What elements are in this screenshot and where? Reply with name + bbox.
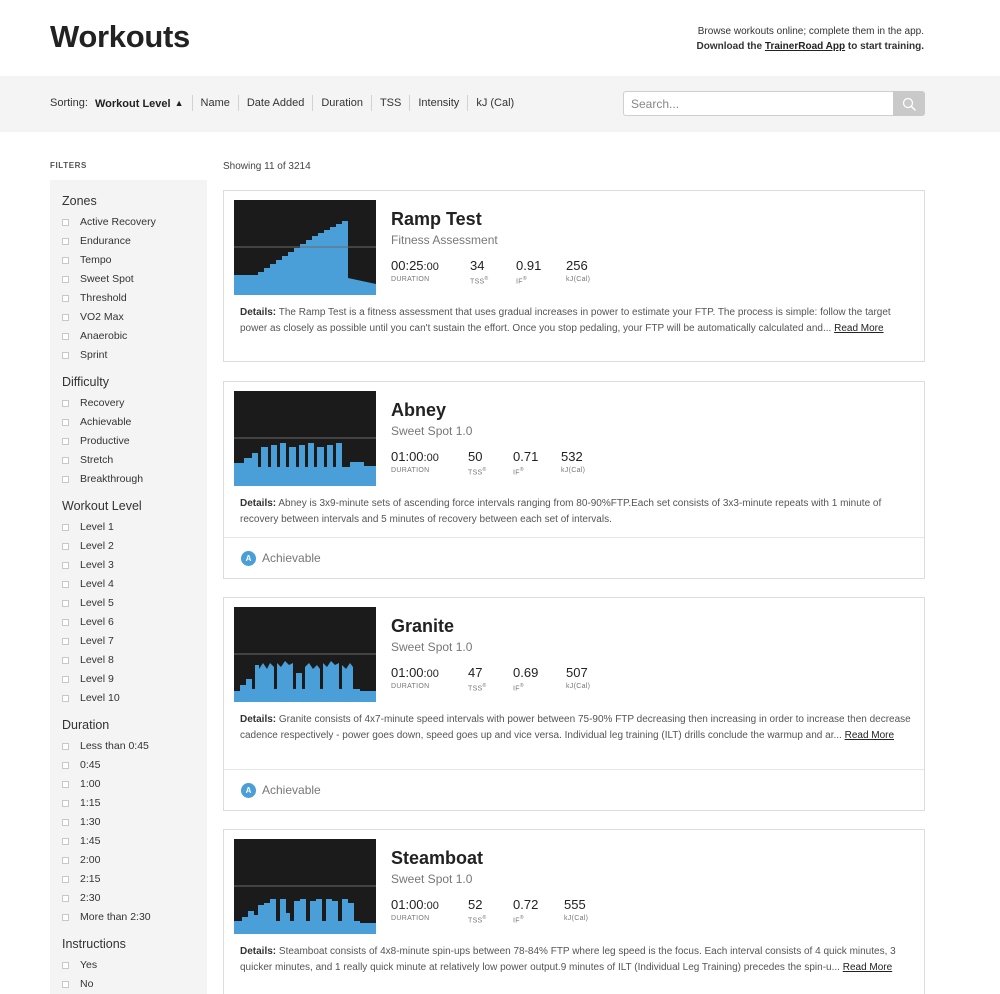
filter-checkbox[interactable] <box>62 978 93 990</box>
duration-value: 01:00 <box>391 665 424 680</box>
sort-workout-level[interactable] <box>95 95 192 112</box>
workout-details <box>240 712 914 744</box>
stat-if <box>516 258 541 285</box>
stat-label: DURATION <box>391 467 430 474</box>
workout-name[interactable]: Abney <box>391 400 447 420</box>
stat-label <box>470 276 489 285</box>
filter-checkbox[interactable] <box>62 654 114 666</box>
abney-profile <box>234 391 376 486</box>
workout-category: Sweet Spot 1.0 <box>391 640 473 654</box>
workout-card[interactable] <box>223 829 925 994</box>
filter-label: 1:15 <box>80 797 101 809</box>
results-count: Showing 11 of 3214 <box>223 161 311 172</box>
filter-group-zones: Zones <box>62 194 97 208</box>
filter-checkbox[interactable] <box>62 292 127 304</box>
stat-kj <box>561 449 585 474</box>
stat-kj <box>566 665 590 690</box>
difficulty-label: Achievable <box>262 783 321 797</box>
stat-label-text: IF <box>516 278 523 286</box>
details-label: Details: <box>240 307 277 318</box>
read-more-link[interactable]: Read More <box>844 730 895 741</box>
stat-if <box>513 449 538 476</box>
duration-value: 01:00 <box>391 449 424 464</box>
search-icon <box>902 97 916 111</box>
trainerroad-app-link[interactable]: TrainerRoad App <box>764 41 846 52</box>
duration-seconds: :00 <box>423 668 439 680</box>
filter-checkbox[interactable] <box>62 416 131 428</box>
checkbox[interactable] <box>62 438 69 445</box>
checkbox[interactable] <box>62 333 69 340</box>
filter-label: Level 3 <box>80 559 114 571</box>
checkbox[interactable] <box>62 695 69 702</box>
filter-checkbox[interactable] <box>62 616 114 628</box>
filter-group-difficulty: Difficulty <box>62 375 110 389</box>
filter-checkbox[interactable] <box>62 835 100 847</box>
stat-value: 532 <box>561 449 583 464</box>
workout-profile-graph <box>234 607 376 702</box>
stat-value <box>391 449 439 464</box>
workout-details <box>240 944 914 976</box>
steamboat-profile <box>234 839 376 934</box>
checkbox[interactable] <box>62 800 69 807</box>
filter-group-workout-level: Workout Level <box>62 499 142 513</box>
filter-label: Anaerobic <box>80 330 128 342</box>
filter-checkbox[interactable] <box>62 273 134 285</box>
filter-label: Level 6 <box>80 616 114 628</box>
sorting-label: Sorting: <box>50 97 88 109</box>
registered-mark: ® <box>519 467 524 473</box>
workout-card[interactable] <box>223 381 925 579</box>
filter-label: Threshold <box>80 292 127 304</box>
stat-value <box>391 258 439 273</box>
ramp-profile <box>234 200 376 295</box>
stat-label: kJ(Cal) <box>564 915 589 922</box>
filter-checkbox[interactable] <box>62 816 100 828</box>
filter-label: Level 1 <box>80 521 114 533</box>
checkbox[interactable] <box>62 962 69 969</box>
sort-name[interactable]: Name <box>192 95 238 111</box>
read-more-link[interactable]: Read More <box>834 323 884 334</box>
stat-label-text: IF <box>513 917 520 925</box>
filter-checkbox[interactable] <box>62 397 124 409</box>
details-text: Abney is 3x9-minute sets of ascending force intervals ranging from 80-90%FTP.Each set consists of 3x3-minute repeats with 1 minute of recovery between intervals and 5 minutes of recovery between each set of intervals. <box>240 498 882 525</box>
checkbox[interactable] <box>62 295 69 302</box>
app-promo <box>697 24 924 54</box>
granite-profile <box>234 607 376 702</box>
checkbox[interactable] <box>62 219 69 226</box>
checkbox[interactable] <box>62 781 69 788</box>
filter-checkbox[interactable] <box>62 797 100 809</box>
stat-value: 555 <box>564 897 586 912</box>
filter-checkbox[interactable] <box>62 311 124 323</box>
stat-label-text: IF <box>513 685 520 693</box>
filter-label: Sweet Spot <box>80 273 134 285</box>
stat-label <box>513 467 538 476</box>
sort-duration[interactable]: Duration <box>312 95 371 111</box>
registered-mark: ® <box>482 915 487 921</box>
stat-duration <box>391 665 439 690</box>
workout-profile-graph <box>234 391 376 486</box>
filter-label: Level 5 <box>80 597 114 609</box>
filter-checkbox[interactable] <box>62 454 113 466</box>
filter-label: Productive <box>80 435 130 447</box>
stat-value: 0.72 <box>513 897 539 912</box>
checkbox[interactable] <box>62 762 69 769</box>
filter-group-duration: Duration <box>62 718 110 732</box>
sort-options <box>95 95 522 111</box>
filter-label: Active Recovery <box>80 216 156 228</box>
filter-checkbox[interactable] <box>62 892 100 904</box>
details-label: Details: <box>240 714 277 725</box>
filter-label: 1:00 <box>80 778 101 790</box>
search-input[interactable] <box>623 91 893 116</box>
promo-text: Download the <box>696 41 765 52</box>
filter-checkbox[interactable] <box>62 959 97 971</box>
sort-kj[interactable]: kJ (Cal) <box>467 95 522 111</box>
stat-label-text: IF <box>513 469 520 477</box>
stat-value: 0.71 <box>513 449 539 464</box>
filter-checkbox[interactable] <box>62 740 149 752</box>
filter-checkbox[interactable] <box>62 911 151 923</box>
stat-value: 0.91 <box>516 258 542 273</box>
checkbox[interactable] <box>62 400 69 407</box>
checkbox[interactable] <box>62 581 69 588</box>
details-text: Granite consists of 4x7-minute speed intervals with power between 75-90% FTP decreasing then increasing in order to increase then decrease cadence respectively - power goes down, speed goes up and vice versa. Individual leg training (ILT) drills conclude the warmup and ar... <box>240 714 911 741</box>
filter-checkbox[interactable] <box>62 873 100 885</box>
stat-tss <box>468 897 487 924</box>
workout-details <box>240 496 914 528</box>
promo-download-line <box>697 39 924 54</box>
filter-checkbox[interactable] <box>62 778 100 790</box>
registered-mark: ® <box>522 276 527 282</box>
stat-tss <box>468 449 487 476</box>
checkbox[interactable] <box>62 457 69 464</box>
checkbox[interactable] <box>62 352 69 359</box>
stat-label <box>468 683 487 692</box>
workout-category: Fitness Assessment <box>391 233 498 247</box>
stat-label <box>513 915 538 924</box>
stat-value <box>391 897 439 912</box>
filter-label: Tempo <box>80 254 112 266</box>
read-more-link[interactable]: Read More <box>842 962 893 973</box>
filter-label: More than 2:30 <box>80 911 151 923</box>
filter-label: VO2 Max <box>80 311 124 323</box>
stat-label: DURATION <box>391 683 430 690</box>
filter-checkbox[interactable] <box>62 473 143 485</box>
stat-duration <box>391 449 439 474</box>
checkbox[interactable] <box>62 476 69 483</box>
duration-value: 00:25 <box>391 258 424 273</box>
stat-kj <box>564 897 588 922</box>
workout-profile-graph <box>234 200 376 295</box>
filters-sidebar <box>50 180 207 994</box>
stat-label <box>513 683 538 692</box>
page-header <box>0 0 1000 76</box>
filter-checkbox[interactable] <box>62 759 100 771</box>
filter-label: Endurance <box>80 235 131 247</box>
filter-checkbox[interactable] <box>62 635 114 647</box>
details-label: Details: <box>240 946 277 957</box>
details-label: Details: <box>240 498 277 509</box>
sort-intensity[interactable]: Intensity <box>409 95 467 111</box>
stat-label-text: TSS <box>468 469 483 477</box>
stat-value: 0.69 <box>513 665 539 680</box>
chevron-up-icon: ▲ <box>174 97 184 108</box>
stat-kj <box>566 258 590 283</box>
checkbox[interactable] <box>62 238 69 245</box>
checkbox[interactable] <box>62 562 69 569</box>
filter-checkbox[interactable] <box>62 330 127 342</box>
workout-card[interactable] <box>223 597 925 811</box>
duration-seconds: :00 <box>423 452 439 464</box>
promo-text: to start training. <box>845 41 924 52</box>
stat-label: kJ(Cal) <box>566 683 591 690</box>
stat-if <box>513 665 538 692</box>
filter-label: Level 4 <box>80 578 114 590</box>
checkbox[interactable] <box>62 895 69 902</box>
registered-mark: ® <box>482 683 487 689</box>
filter-checkbox[interactable] <box>62 435 130 447</box>
filters-heading: FILTERS <box>50 161 87 170</box>
filter-checkbox[interactable] <box>62 673 114 685</box>
filter-checkbox[interactable] <box>62 254 112 266</box>
checkbox[interactable] <box>62 276 69 283</box>
workout-details <box>240 305 914 337</box>
details-text: The Ramp Test is a fitness assessment that uses gradual increases in power to estimate your FTP. The process is simple: follow the target power as closely as possible until you can't sustain the effort. Once you stop pedaling, your FTP will be automatically calculated and... <box>240 307 891 334</box>
duration-seconds: :00 <box>423 900 439 912</box>
checkbox[interactable] <box>62 857 69 864</box>
filter-group-instructions: Instructions <box>62 937 126 951</box>
stat-value: 52 <box>468 897 483 912</box>
page-title: Workouts <box>50 19 190 54</box>
sort-option-label: Workout Level <box>95 97 171 110</box>
workout-card[interactable] <box>223 190 925 362</box>
stat-label: kJ(Cal) <box>561 467 586 474</box>
filter-label: Less than 0:45 <box>80 740 149 752</box>
checkbox[interactable] <box>62 743 69 750</box>
filter-label: 1:45 <box>80 835 101 847</box>
stat-label: DURATION <box>391 276 430 283</box>
checkbox[interactable] <box>62 543 69 550</box>
registered-mark: ® <box>482 467 487 473</box>
achievable-badge-icon: A <box>241 551 256 566</box>
stat-label <box>468 915 487 924</box>
filter-checkbox[interactable] <box>62 216 156 228</box>
registered-mark: ® <box>519 683 524 689</box>
difficulty-footer <box>224 537 924 579</box>
stat-label <box>468 467 487 476</box>
details-text: Steamboat consists of 4x8-minute spin-ups between 78-84% FTP where leg speed is the focus. Each interval consists of 4 quick minutes, 3 quicker minutes, and 1 really quick minute at relatively low power output.9 minutes of ILT (Individual Leg Training) precedes the spin-u... <box>240 946 896 973</box>
workout-name[interactable]: Steamboat <box>391 848 484 868</box>
promo-line: Browse workouts online; complete them in the app. <box>697 26 924 37</box>
filter-checkbox[interactable] <box>62 854 100 866</box>
registered-mark: ® <box>484 276 489 282</box>
checkbox[interactable] <box>62 600 69 607</box>
stat-value: 507 <box>566 665 588 680</box>
workout-category: Sweet Spot 1.0 <box>391 424 473 438</box>
workout-profile-graph <box>234 839 376 934</box>
stat-value: 256 <box>566 258 588 273</box>
filter-checkbox[interactable] <box>62 692 120 704</box>
difficulty-footer <box>224 769 924 811</box>
checkbox[interactable] <box>62 838 69 845</box>
filter-checkbox[interactable] <box>62 559 114 571</box>
filter-label: 2:00 <box>80 854 101 866</box>
filter-label: Level 8 <box>80 654 114 666</box>
stat-tss <box>468 665 487 692</box>
stat-if <box>513 897 538 924</box>
stat-value: 34 <box>470 258 485 273</box>
checkbox[interactable] <box>62 619 69 626</box>
duration-seconds: :00 <box>423 261 439 273</box>
filter-label: Level 9 <box>80 673 114 685</box>
checkbox[interactable] <box>62 981 69 988</box>
filter-label: 0:45 <box>80 759 101 771</box>
filter-checkbox[interactable] <box>62 540 114 552</box>
checkbox[interactable] <box>62 876 69 883</box>
filter-label: Level 7 <box>80 635 114 647</box>
duration-value: 01:00 <box>391 897 424 912</box>
filter-label: Yes <box>80 959 98 971</box>
filter-label: 2:15 <box>80 873 101 885</box>
filter-label: Level 10 <box>80 692 120 704</box>
stat-value: 50 <box>468 449 483 464</box>
stat-label <box>516 276 541 285</box>
checkbox[interactable] <box>62 314 69 321</box>
filter-label: Stretch <box>80 454 114 466</box>
sort-date-added[interactable]: Date Added <box>238 95 313 111</box>
search-button[interactable] <box>893 91 925 116</box>
stat-label-text: TSS <box>468 917 483 925</box>
workout-name[interactable]: Granite <box>391 616 455 636</box>
filter-checkbox[interactable] <box>62 597 114 609</box>
filter-label: Recovery <box>80 397 125 409</box>
checkbox[interactable] <box>62 819 69 826</box>
filter-checkbox[interactable] <box>62 521 114 533</box>
stat-label: kJ(Cal) <box>566 276 591 283</box>
stat-label: DURATION <box>391 915 430 922</box>
stat-value <box>391 665 439 680</box>
search-box <box>623 91 925 116</box>
checkbox[interactable] <box>62 524 69 531</box>
filter-label: Breakthrough <box>80 473 144 485</box>
filter-label: 1:30 <box>80 816 101 828</box>
filter-label: Achievable <box>80 416 132 428</box>
registered-mark: ® <box>519 915 524 921</box>
difficulty-label: Achievable <box>262 551 321 565</box>
checkbox[interactable] <box>62 914 69 921</box>
filter-label: No <box>80 978 94 990</box>
workout-name[interactable]: Ramp Test <box>391 209 482 229</box>
stat-value: 47 <box>468 665 483 680</box>
checkbox[interactable] <box>62 676 69 683</box>
checkbox[interactable] <box>62 257 69 264</box>
filter-checkbox[interactable] <box>62 235 131 247</box>
checkbox[interactable] <box>62 657 69 664</box>
filter-label: 2:30 <box>80 892 101 904</box>
filter-checkbox[interactable] <box>62 578 114 590</box>
filter-label: Level 2 <box>80 540 114 552</box>
checkbox[interactable] <box>62 638 69 645</box>
stat-label-text: TSS <box>468 685 483 693</box>
filter-label: Sprint <box>80 349 108 361</box>
stat-label-text: TSS <box>470 278 485 286</box>
checkbox[interactable] <box>62 419 69 426</box>
stat-duration <box>391 258 439 283</box>
achievable-badge-icon: A <box>241 783 256 798</box>
sort-tss[interactable]: TSS <box>371 95 409 111</box>
stat-tss <box>470 258 489 285</box>
workout-category: Sweet Spot 1.0 <box>391 872 473 886</box>
stat-duration <box>391 897 439 922</box>
filter-checkbox[interactable] <box>62 349 107 361</box>
